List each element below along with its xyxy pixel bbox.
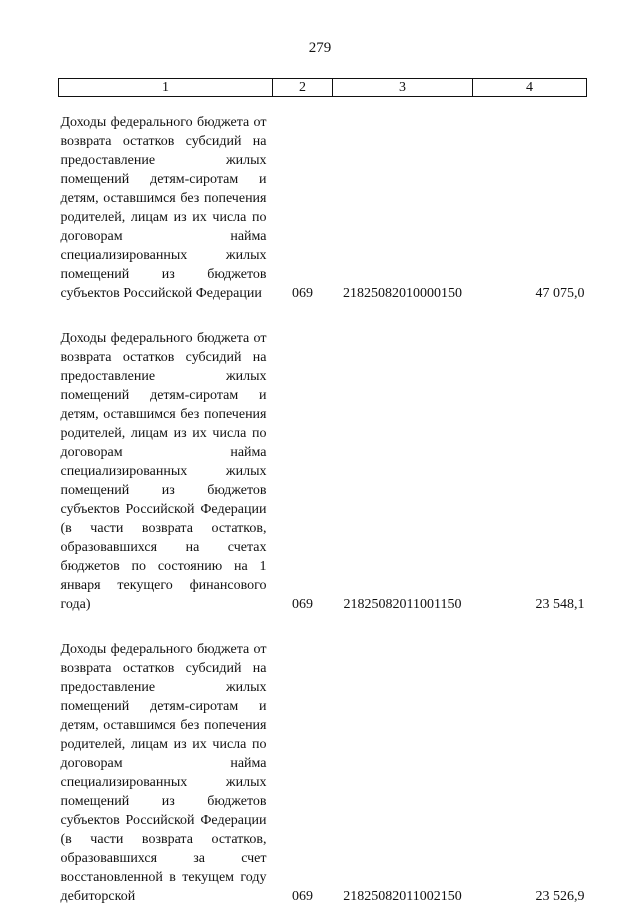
column-header-3: 3 [333,79,473,97]
row-description: Доходы федерального бюджета от возврата остатков субсидий на предоставление жилых помещений детям-сиротам и детям, оставшимся без попечения родителей, лицам из их числа по договорам найма специализированных жилых помещений из бюджетов субъектов Российской Федерации (в части возврата остатков, образовавшихся за счет восстановленной в текущем году дебиторской [59,640,273,906]
revenue-table [58,78,587,906]
row-amount: 23 526,9 [473,640,587,906]
table-header [59,79,587,97]
page-number: 279 [0,40,640,57]
table-row [59,97,587,304]
table-row [59,329,587,614]
row-admin-code: 069 [273,640,333,906]
row-description: Доходы федерального бюджета от возврата остатков субсидий на предоставление жилых помещений детям-сиротам и детям, оставшимся без попечения родителей, лицам из их числа по договорам найма специализированных жилых помещений из бюджетов субъектов Российской Федерации (в части возврата остатков, образовавшихся на счетах бюджетов по состоянию на 1 января текущего финансового года) [59,329,273,614]
column-header-1: 1 [59,79,273,97]
table-body [59,97,587,906]
row-kbk-code: 21825082011001150 [333,329,473,614]
row-kbk-code: 21825082011002150 [333,640,473,906]
row-description: Доходы федерального бюджета от возврата остатков субсидий на предоставление жилых помещений детям-сиротам и детям, оставшимся без попечения родителей, лицам из их числа по договорам найма специализированных жилых помещений из бюджетов субъектов Российской Федерации [59,97,273,304]
row-admin-code: 069 [273,329,333,614]
row-spacer [59,303,587,329]
table-row [59,640,587,906]
row-amount: 47 075,0 [473,97,587,304]
header-row [59,79,587,97]
column-header-2: 2 [273,79,333,97]
row-spacer [59,614,587,640]
row-amount: 23 548,1 [473,329,587,614]
column-header-4: 4 [473,79,587,97]
row-kbk-code: 21825082010000150 [333,97,473,304]
row-admin-code: 069 [273,97,333,304]
